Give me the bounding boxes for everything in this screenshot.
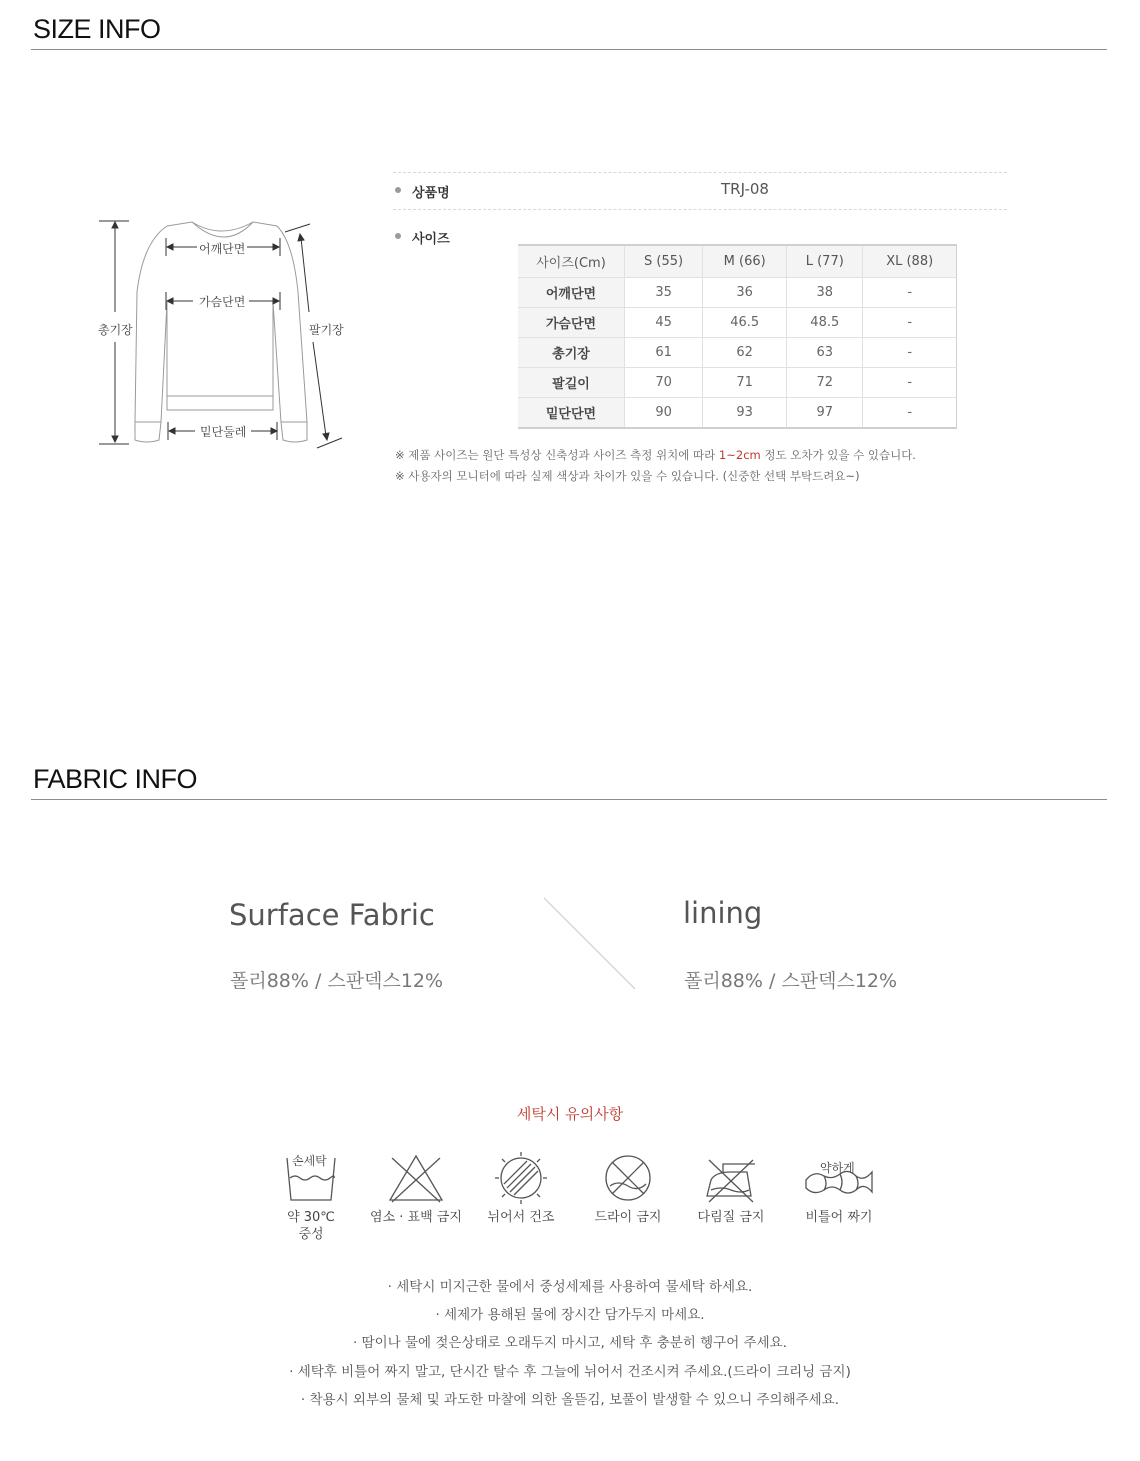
care-item-no-dry-clean xyxy=(573,1150,683,1226)
table-cell: 93 xyxy=(703,398,787,429)
table-header: 사이즈(Cm) xyxy=(518,245,625,278)
info-top-divider xyxy=(393,172,1007,173)
table-cell: 72 xyxy=(787,368,863,398)
table-cell: 38 xyxy=(787,278,863,308)
care-guide-line: · 세탁시 미지근한 물에서 중성세제를 사용하여 물세탁 하세요. xyxy=(387,1279,753,1295)
care-label: 뉘어서 건조 xyxy=(487,1210,555,1225)
table-cell: 63 xyxy=(787,338,863,368)
table-header-row xyxy=(518,245,957,278)
size-table xyxy=(518,244,957,429)
fabric-info-divider xyxy=(31,799,1107,800)
table-header: L (77) xyxy=(787,245,863,278)
info-mid-divider xyxy=(393,209,1007,210)
size-label: 사이즈 xyxy=(412,232,450,247)
table-cell: 62 xyxy=(703,338,787,368)
label-total-length: 총기장 xyxy=(98,323,133,337)
label-chest: 가슴단면 xyxy=(199,295,246,309)
bullet-icon xyxy=(395,233,401,239)
care-label: 비틀어 짜기 xyxy=(805,1210,873,1225)
care-top-label: 약하게 xyxy=(820,1161,855,1175)
label-sleeve: 팔기장 xyxy=(309,323,344,337)
row-label: 가슴단면 xyxy=(518,308,625,338)
table-row xyxy=(518,308,957,338)
care-title: 세탁시 유의사항 xyxy=(516,1105,624,1123)
surface-fabric-value: 폴리88% / 스판덱스12% xyxy=(230,970,444,992)
care-guide-line: · 세탁후 비틀어 짜지 말고, 단시간 탈수 후 그늘에 뉘어서 건조시켜 주세요.(드라이 크리닝 금지) xyxy=(289,1364,851,1380)
table-cell: - xyxy=(863,338,957,368)
table-cell: 45 xyxy=(625,308,703,338)
table-cell: - xyxy=(863,278,957,308)
note-text: ※ 제품 사이즈는 원단 특성상 신축성과 사이즈 측정 위치에 따라 xyxy=(395,448,719,462)
lining-value: 폴리88% / 스판덱스12% xyxy=(684,970,898,992)
care-label: 다림질 금지 xyxy=(697,1210,765,1225)
row-label: 팔길이 xyxy=(518,368,625,398)
product-code: TRJ-08 xyxy=(721,180,769,198)
row-label: 총기장 xyxy=(518,338,625,368)
care-item-dry-flat xyxy=(466,1150,576,1226)
table-row xyxy=(518,368,957,398)
care-guide-line: · 세제가 용해된 물에 장시간 담가두지 마세요. xyxy=(435,1307,705,1323)
care-label: 염소 · 표백 금지 xyxy=(370,1210,462,1225)
table-cell: 46.5 xyxy=(703,308,787,338)
fabric-divider-slash xyxy=(543,897,637,991)
size-info-divider xyxy=(31,49,1107,50)
table-header: XL (88) xyxy=(863,245,957,278)
table-header: S (55) xyxy=(625,245,703,278)
note-highlight: 1~2cm xyxy=(718,448,761,462)
table-cell: 48.5 xyxy=(787,308,863,338)
table-cell: - xyxy=(863,398,957,429)
note-text: 정도 오차가 있을 수 있습니다. xyxy=(760,448,916,462)
surface-fabric-title: Surface Fabric xyxy=(229,898,435,932)
table-row xyxy=(518,278,957,308)
table-row xyxy=(518,338,957,368)
no-dry-clean-icon xyxy=(598,1150,658,1205)
table-cell: 90 xyxy=(625,398,703,429)
no-iron-icon xyxy=(701,1150,761,1205)
table-cell: 36 xyxy=(703,278,787,308)
fabric-info-title: FABRIC INFO xyxy=(33,764,198,794)
care-label: 약 30℃ xyxy=(287,1210,335,1225)
care-item-no-iron xyxy=(676,1150,786,1226)
bullet-icon xyxy=(395,187,401,193)
table-cell: 61 xyxy=(625,338,703,368)
table-row xyxy=(518,398,957,429)
table-cell: 35 xyxy=(625,278,703,308)
label-hem: 밑단둘레 xyxy=(200,425,247,439)
table-cell: - xyxy=(863,368,957,398)
row-label: 밑단단면 xyxy=(518,398,625,429)
table-header: M (66) xyxy=(703,245,787,278)
lining-title: lining xyxy=(683,896,763,930)
table-cell: 97 xyxy=(787,398,863,429)
care-guide-line: · 착용시 외부의 물체 및 과도한 마찰에 의한 올뜯김, 보풀이 발생할 수 있으니 주의해주세요. xyxy=(300,1392,840,1408)
product-name-label: 상품명 xyxy=(412,186,450,201)
care-label: 중성 xyxy=(298,1227,324,1242)
size-note-2: ※ 사용자의 모니터에 따라 실제 색상과 차이가 있을 수 있습니다. (신중한 선택 부탁드려요~) xyxy=(395,469,860,483)
care-label: 드라이 금지 xyxy=(594,1210,662,1225)
size-info-title: SIZE INFO xyxy=(33,14,161,44)
table-cell: 71 xyxy=(703,368,787,398)
care-item-no-bleach xyxy=(361,1150,471,1226)
size-note-1 xyxy=(395,447,916,463)
care-top-label: 손세탁 xyxy=(292,1154,327,1168)
dry-flat-shade-icon xyxy=(491,1150,551,1205)
care-guide-line: · 땀이나 물에 젖은상태로 오래두지 마시고, 세탁 후 충분히 헹구어 주세요. xyxy=(353,1335,787,1351)
table-cell: - xyxy=(863,308,957,338)
label-shoulder: 어깨단면 xyxy=(199,242,246,256)
no-bleach-icon xyxy=(386,1150,446,1205)
row-label: 어깨단면 xyxy=(518,278,625,308)
table-cell: 70 xyxy=(625,368,703,398)
